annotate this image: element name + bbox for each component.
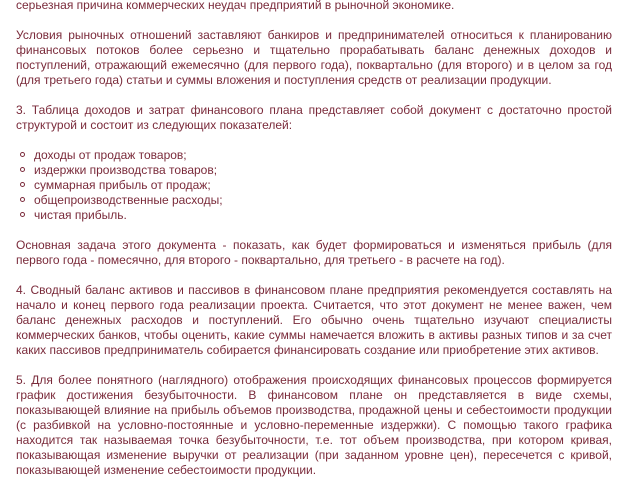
list-item-label: доходы от продаж товаров; xyxy=(34,148,187,162)
list-item-label: чистая прибыль. xyxy=(34,208,127,222)
paragraph-intro-tail: серьезная причина коммерческих неудач предприятий в рыночной экономике. xyxy=(16,0,455,12)
list-item xyxy=(16,193,612,208)
paragraph-main-task: Основная задача этого документа - показать, как будет формироваться и изменяться прибыль (для первого года - помесячно, для второго - поквартально, для третьего - в расчете на год). xyxy=(16,238,612,267)
circle-bullet-icon xyxy=(20,212,25,217)
list-item xyxy=(16,148,612,163)
paragraph-section-4: 4. Сводный баланс активов и пассивов в финансовом плане предприятия рекомендуется составлять на начало и конец первого года реализации проекта. Считается, что этот документ не менее важен, чем баланс денежных расходов и поступлений. Его обычно очень тщательно изучают специалисты коммерческих банков, чтобы оценить, какие суммы намечается вложить в активы разных типов и за счет каких пассивов предприниматель собирается финансировать создание или приобретение этих активов. xyxy=(16,283,612,357)
circle-bullet-icon xyxy=(20,167,25,172)
circle-bullet-icon xyxy=(20,182,25,187)
paragraph-section-3: 3. Таблица доходов и затрат финансового плана представляет собой документ с достаточно простой структурой и состоит из следующих показателей: xyxy=(16,103,612,132)
circle-bullet-icon xyxy=(20,152,25,157)
circle-bullet-icon xyxy=(20,197,25,202)
indicator-list xyxy=(16,148,612,223)
list-item xyxy=(16,208,612,223)
list-item xyxy=(16,178,612,193)
list-item-label: общепроизводственные расходы; xyxy=(34,193,223,207)
list-item-label: издержки производства товаров; xyxy=(34,163,218,177)
paragraph-section-5: 5. Для более понятного (наглядного) отображения происходящих финансовых процессов формируется график достижения безубыточности. В финансовом плане он представляется в виде схемы, показывающей влияние на прибыль объемов производства, продажной цены и себестоимости продукции (с разбивкой на условно-постоянные и условно-переменные издержки). С помощью такого графика находится так называемая точка безубыточности, т.е. тот объем производства, при котором кривая, показывающая изменение выручки от реализации (при заданном уровне цен), пересечется с кривой, показывающей изменение себестоимости продукции. xyxy=(16,373,612,477)
list-item xyxy=(16,163,612,178)
list-item-label: суммарная прибыль от продаж; xyxy=(34,178,211,192)
paragraph-market-conditions: Условия рыночных отношений заставляют банкиров и предпринимателей относиться к планированию финансовых потоков более серьезно и тщательно прорабатывать баланс денежных доходов и поступлений, отражающий ежемесячно (для первого года), поквартально (для второго) и в целом за год (для третьего года) статьи и суммы вложения и поступления средств от реализации продукции. xyxy=(16,28,612,87)
